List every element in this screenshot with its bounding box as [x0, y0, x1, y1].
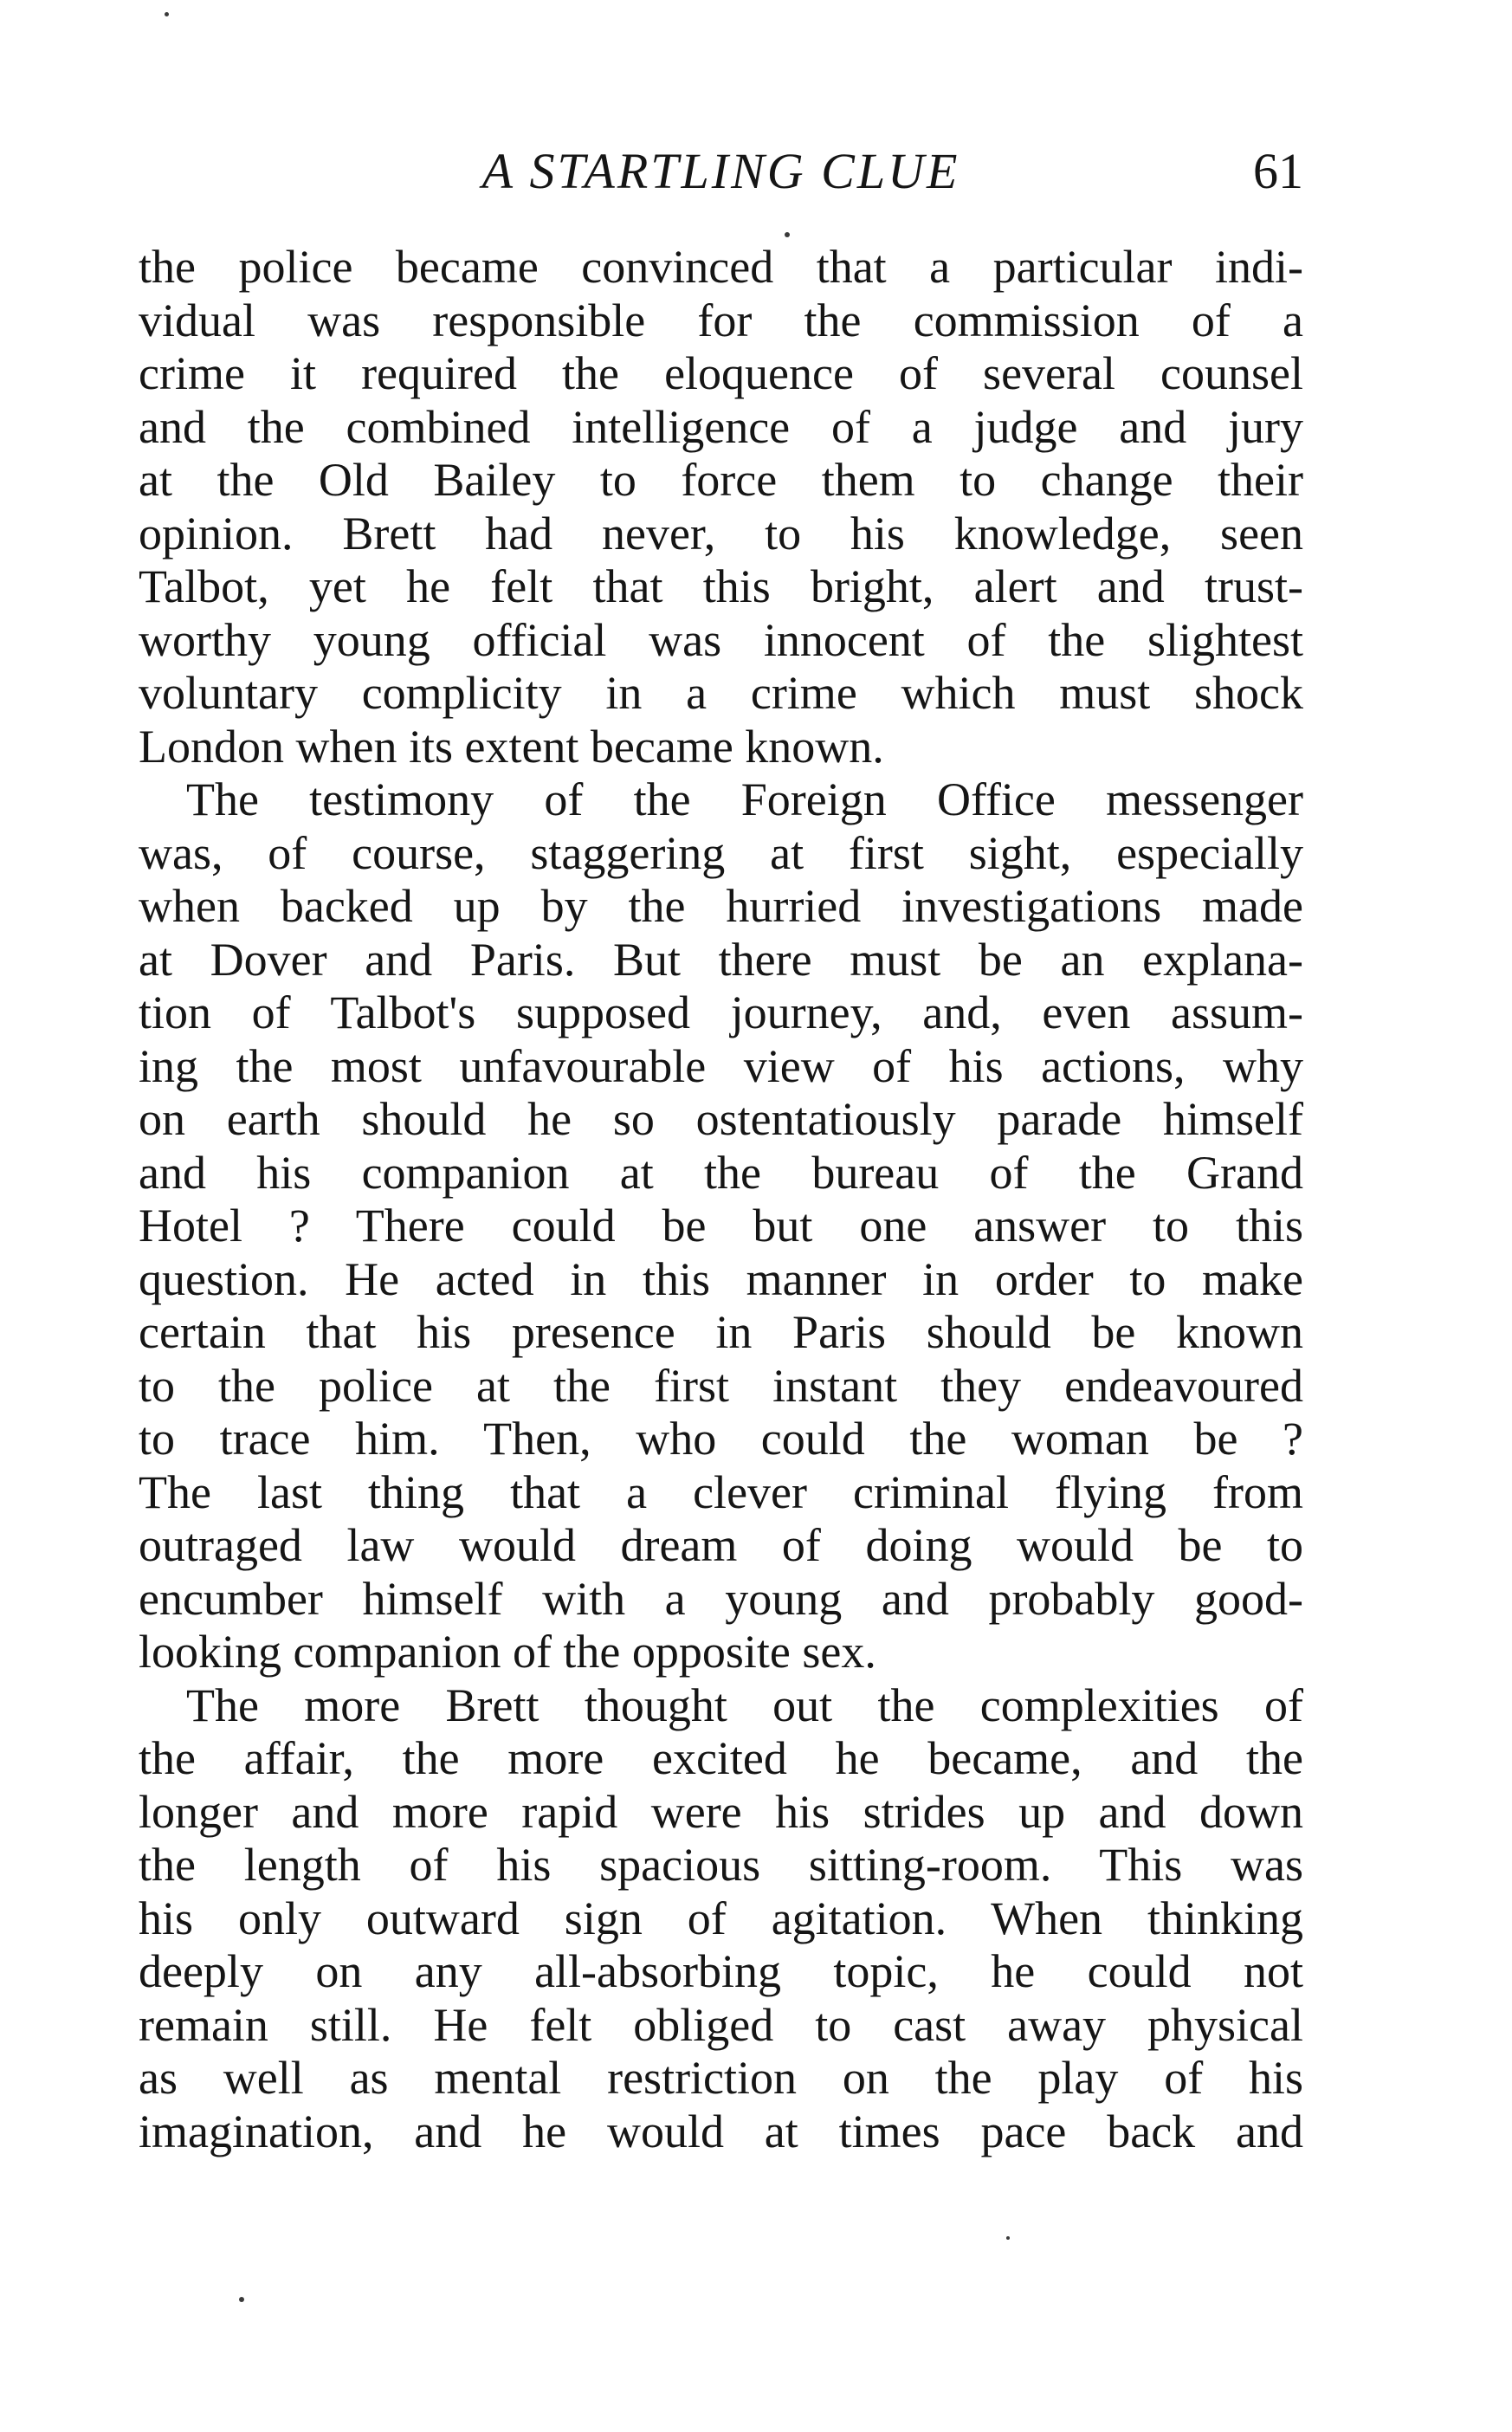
text-line: when backed up by the hurried investigations made [139, 880, 1303, 932]
text-line: deeply on any all-absorbing topic, he could not [139, 1945, 1303, 1997]
text-line: and the combined intelligence of a judge and jury [139, 400, 1303, 453]
print-speck [1006, 2236, 1010, 2240]
text-line: Talbot, yet he felt that this bright, alert and trust- [139, 560, 1303, 612]
paragraph-start-line: The more Brett thought out the complexities of [186, 1678, 1303, 1731]
text-line: vidual was responsible for the commission of a [139, 294, 1303, 346]
text-line: as well as mental restriction on the play of his [139, 2052, 1303, 2104]
text-line: The last thing that a clever criminal flying from [139, 1465, 1303, 1518]
text-line: imagination, and he would at times pace back and [139, 2105, 1303, 2157]
text-line: encumber himself with a young and probably good- [139, 1572, 1303, 1625]
text-line: certain that his presence in Paris should be known [139, 1306, 1303, 1358]
text-line: remain still. He felt obliged to cast away physical [139, 1998, 1303, 2051]
text-line: his only outward sign of agitation. When thinking [139, 1892, 1303, 1944]
text-line: looking companion of the opposite sex. [139, 1626, 876, 1678]
text-line: to the police at the first instant they endeavoured [139, 1359, 1303, 1412]
text-line: to trace him. Then, who could the woman be ? [139, 1413, 1303, 1465]
text-line: at Dover and Paris. But there must be an explana- [139, 933, 1303, 986]
text-line: longer and more rapid were his strides up and down [139, 1785, 1303, 1838]
text-line: voluntary complicity in a crime which must shock [139, 667, 1303, 719]
text-line: London when its extent became known. [139, 720, 884, 773]
print-speck [239, 2297, 244, 2302]
text-line: outraged law would dream of doing would be to [139, 1519, 1303, 1571]
text-line: was, of course, staggering at first sight, especially [139, 826, 1303, 879]
print-speck [785, 232, 790, 237]
body-text [139, 241, 1303, 2158]
text-line: crime it required the eloquence of several counsel [139, 347, 1303, 399]
text-line: question. He acted in this manner in order to make [139, 1252, 1303, 1305]
text-line: at the Old Bailey to force them to change their [139, 454, 1303, 506]
text-line: tion of Talbot's supposed journey, and, even assum- [139, 986, 1303, 1038]
text-line: the length of his spacious sitting-room. This was [139, 1839, 1303, 1891]
text-line: opinion. Brett had never, to his knowledge, seen [139, 507, 1303, 559]
text-line: worthy young official was innocent of the slightest [139, 613, 1303, 666]
running-head [139, 137, 1303, 206]
text-line: the affair, the more excited he became, and the [139, 1732, 1303, 1784]
text-line: on earth should he so ostentatiously parade himself [139, 1093, 1303, 1145]
running-title: A STARTLING CLUE [481, 143, 960, 199]
text-line: the police became convinced that a particular indi- [139, 241, 1303, 293]
print-speck [165, 12, 169, 16]
text-line: and his companion at the bureau of the Grand [139, 1146, 1303, 1199]
page-number: 61 [1253, 143, 1303, 199]
paragraph-start-line: The testimony of the Foreign Office messenger [186, 773, 1303, 825]
text-line: Hotel ? There could be but one answer to this [139, 1200, 1303, 1252]
text-line: ing the most unfavourable view of his actions, why [139, 1039, 1303, 1092]
